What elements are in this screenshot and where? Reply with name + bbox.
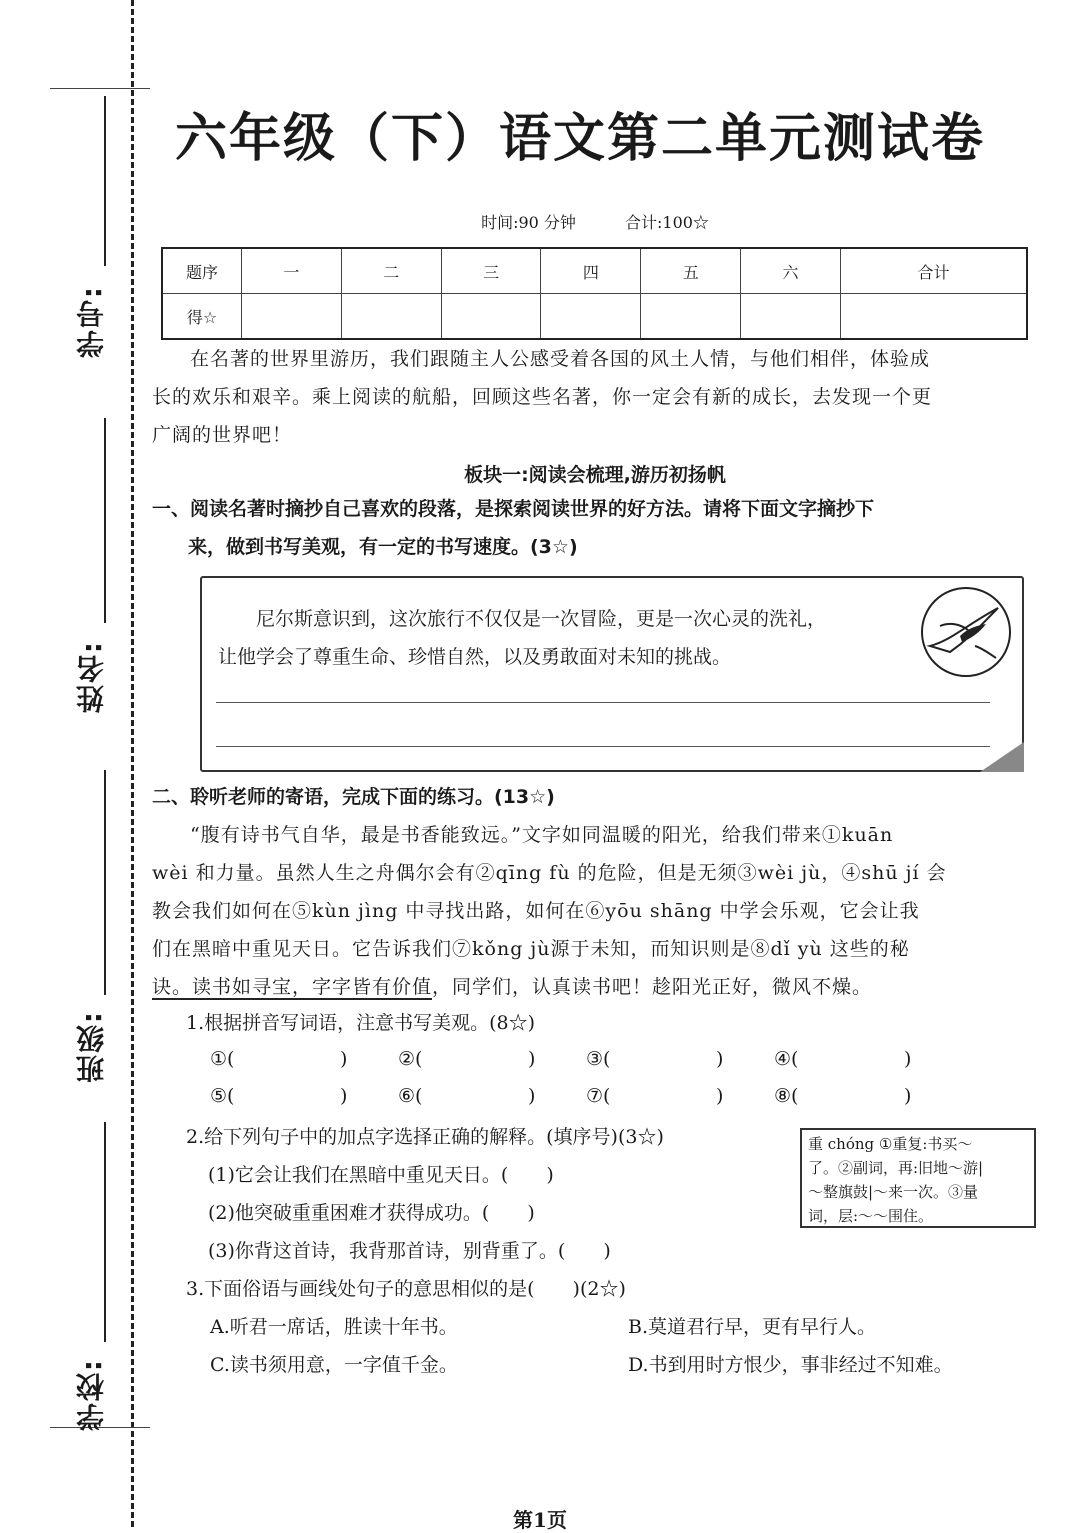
school-label: 学校: xyxy=(75,1358,108,1432)
question-1-line: 来，做到书写美观，有一定的书写速度。(3☆) xyxy=(188,536,578,558)
question-1-heading xyxy=(152,490,1042,566)
blank-close: ) xyxy=(904,1048,912,1070)
intro-line: 在名著的世界里游历，我们跟随主人公感受着各国的风土人情，与他们相伴，体验成 xyxy=(190,348,931,370)
intro-paragraph xyxy=(152,340,1042,454)
blank-close: ) xyxy=(716,1048,724,1070)
score-cell[interactable] xyxy=(441,294,541,340)
blank-close: ) xyxy=(340,1048,348,1070)
page-title: 六年级（下）语文第二单元测试卷 xyxy=(174,109,985,169)
blank-open[interactable]: ④( xyxy=(774,1048,799,1070)
blank-open[interactable]: ③( xyxy=(586,1048,611,1070)
blank-open[interactable]: ⑤( xyxy=(210,1085,235,1107)
score-row-label: 得☆ xyxy=(162,294,242,340)
bird-emblem-icon xyxy=(920,586,1012,678)
score-col-header: 合计 xyxy=(840,248,1027,294)
underlined-sentence: 诀。读书如寻宝，字字皆有价值 xyxy=(152,976,433,998)
passage-tail: ，同学们，认真读书吧！趁阳光正好，微风不燥。 xyxy=(432,976,873,998)
blank-open[interactable]: ⑧( xyxy=(774,1085,799,1107)
copy-line: 让他学会了尊重生命、珍惜自然，以及勇敢面对未知的挑战。 xyxy=(218,646,732,668)
score-header-row xyxy=(162,248,1027,294)
score-col-header: 题序 xyxy=(162,248,242,294)
name-label: 姓名: xyxy=(75,640,108,714)
score-col-header: 二 xyxy=(341,248,441,294)
school-blank[interactable] xyxy=(104,1122,106,1342)
question-2-passage xyxy=(152,816,1042,1006)
score-cell[interactable] xyxy=(840,294,1027,340)
copy-write-line[interactable] xyxy=(216,702,990,703)
sub-question-2-item[interactable]: (2)他突破重重困难才获得成功。( ) xyxy=(208,1202,535,1224)
blank-open[interactable]: ⑥( xyxy=(398,1085,423,1107)
definition-box xyxy=(800,1128,1036,1228)
sub-question-1: 1.根据拼音写词语，注意书写美观。(8☆) xyxy=(186,1012,536,1034)
score-cell[interactable] xyxy=(341,294,441,340)
exam-meta xyxy=(160,210,1030,233)
page-number: 第1页 xyxy=(513,1508,567,1532)
intro-line: 广阔的世界吧！ xyxy=(152,424,293,446)
definition-line: 重 chóng ①重复:书买～ xyxy=(808,1135,973,1153)
score-col-header: 一 xyxy=(242,248,342,294)
section-heading: 板块一:阅读会梳理,游历初扬帆 xyxy=(464,464,726,486)
sub-question-2: 2.给下列句子中的加点字选择正确的解释。(填序号)(3☆) xyxy=(186,1126,664,1148)
score-row xyxy=(162,294,1027,340)
score-cell[interactable] xyxy=(641,294,741,340)
score-col-header: 五 xyxy=(641,248,741,294)
copy-text xyxy=(218,600,908,676)
copy-box xyxy=(200,576,1024,772)
passage-line: 们在黑暗中重见天日。它告诉我们⑦kǒng jù源于未知，而知识则是⑧dǐ yù 这些的秘 xyxy=(152,938,910,960)
definition-line: 词，层:～～围住。 xyxy=(808,1207,934,1225)
blank-close: ) xyxy=(528,1085,536,1107)
student-id-label: 学号: xyxy=(75,285,108,359)
name-blank[interactable] xyxy=(104,418,106,623)
definition-line: ～整旗鼓|～来一次。③量 xyxy=(808,1183,979,1201)
passage-line: wèi 和力量。虽然人生之舟偶尔会有②qīng fù 的危险，但是无须③wèi jù，④shū jí 会 xyxy=(152,862,947,884)
margin-top-rule xyxy=(50,88,150,89)
blank-close: ) xyxy=(716,1085,724,1107)
score-cell[interactable] xyxy=(242,294,342,340)
sub-question-2-item[interactable]: (1)它会让我们在黑暗中重见天日。( ) xyxy=(208,1164,554,1186)
student-id-blank[interactable] xyxy=(104,96,106,266)
option-a[interactable]: A.听君一席话，胜读十年书。 xyxy=(210,1316,458,1338)
copy-line: 尼尔斯意识到，这次旅行不仅仅是一次冒险，更是一次心灵的洗礼， xyxy=(256,608,827,630)
exam-total: 合计:100☆ xyxy=(625,213,709,232)
sub-question-3[interactable]: 3.下面俗语与画线处句子的意思相似的是( )(2☆) xyxy=(186,1278,626,1300)
copy-write-line[interactable] xyxy=(216,746,990,747)
passage-line: “腹有诗书气自华，最是书香能致远。”文字如同温暖的阳光，给我们带来①kuān xyxy=(190,824,894,846)
blank-open[interactable]: ①( xyxy=(210,1048,235,1070)
score-cell[interactable] xyxy=(541,294,641,340)
option-d[interactable]: D.书到用时方恨少，事非经过不知难。 xyxy=(628,1354,953,1376)
question-2-heading: 二、聆听老师的寄语，完成下面的练习。(13☆) xyxy=(152,786,555,808)
option-b[interactable]: B.莫道君行早，更有早行人。 xyxy=(628,1316,877,1338)
intro-line: 长的欢乐和艰辛。乘上阅读的航船，回顾这些名著，你一定会有新的成长，去发现一个更 xyxy=(152,386,933,408)
sub-question-2-item[interactable]: (3)你背这首诗，我背那首诗，别背重了。( ) xyxy=(208,1240,611,1262)
score-col-header: 六 xyxy=(741,248,841,294)
passage-line: 教会我们如何在⑤kùn jìng 中寻找出路，如何在⑥yōu shāng 中学会乐观，它会让我 xyxy=(152,900,920,922)
question-1-line: 一、阅读名著时摘抄自己喜欢的段落，是探索阅读世界的好方法。请将下面文字摘抄下 xyxy=(152,498,875,520)
option-c[interactable]: C.读书须用意，一字值千金。 xyxy=(210,1354,458,1376)
score-col-header: 三 xyxy=(441,248,541,294)
blank-close: ) xyxy=(904,1085,912,1107)
blank-open[interactable]: ⑦( xyxy=(586,1085,611,1107)
page-fold-icon xyxy=(980,742,1024,772)
blank-close: ) xyxy=(340,1085,348,1107)
passage-line xyxy=(152,968,1042,1006)
definition-line: 了。②副词，再:旧地～游| xyxy=(808,1159,984,1177)
score-table xyxy=(161,247,1028,340)
score-cell[interactable] xyxy=(741,294,841,340)
blank-open[interactable]: ②( xyxy=(398,1048,423,1070)
class-label: 班级: xyxy=(75,1010,108,1084)
blank-close: ) xyxy=(528,1048,536,1070)
exam-time: 时间:90 分钟 xyxy=(481,213,576,232)
class-blank[interactable] xyxy=(104,770,106,995)
binding-cut-line xyxy=(131,0,134,1527)
score-col-header: 四 xyxy=(541,248,641,294)
